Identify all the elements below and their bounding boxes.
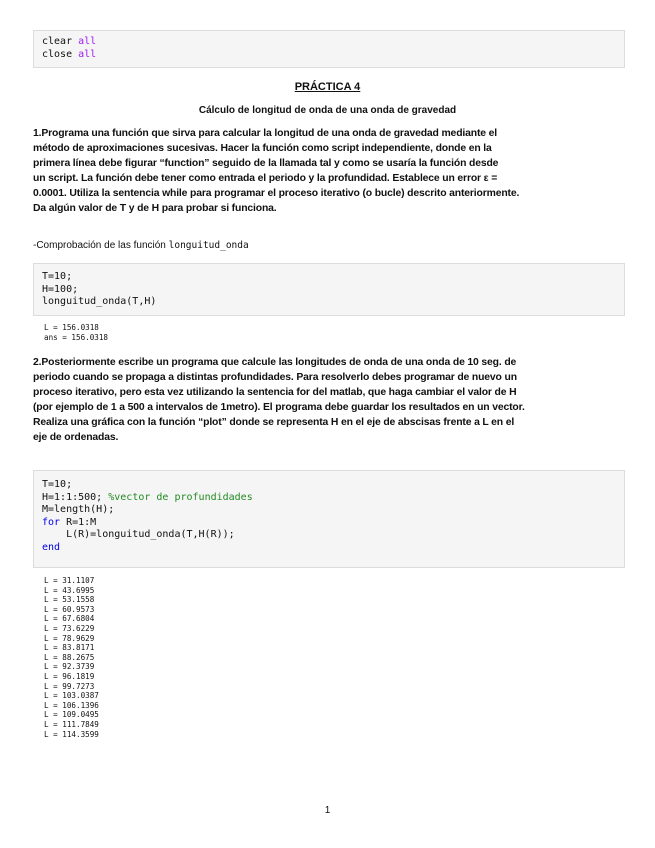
output-line: L = 83.8171 xyxy=(44,643,95,653)
paragraph-line: primera línea debe figurar “function” seguido de la llamada tal y como se usaría la función desde xyxy=(33,158,499,169)
output-line: ans = 156.0318 xyxy=(44,332,109,342)
paragraph-line: un script. La función debe tener como entrada el periodo y la profundidad. Establece un error ε = xyxy=(33,173,498,184)
paragraph-line: Realiza una gráfica con la función “plot” donde se representa H en el eje de abscisas frente a L en el xyxy=(33,417,515,428)
output-line: L = 99.7273 xyxy=(44,681,95,691)
code-comment: %vector de profundidades xyxy=(108,491,253,503)
output-line: L = 156.0318 xyxy=(44,323,99,332)
output-line: L = 106.1396 xyxy=(44,700,99,710)
output-line: L = 67.6804 xyxy=(44,614,95,624)
output-line: L = 114.3599 xyxy=(44,729,99,739)
output-line: L = 103.0387 xyxy=(44,691,99,701)
code-line: for R=1:M xyxy=(42,516,97,528)
code-line: T=10; xyxy=(42,271,73,282)
output-line: L = 111.7849 xyxy=(44,719,99,729)
check-note: -Comprobación de las función longuitud_onda xyxy=(33,240,249,251)
code-line: H=1:1:500; %vector de profundidades xyxy=(42,491,253,503)
output-line: L = 60.9573 xyxy=(44,604,95,614)
code-line: L(R)=longuitud_onda(T,H(R)); xyxy=(42,529,235,540)
output-test xyxy=(44,323,108,342)
paragraph-line: (por ejemplo de 1 a 500 a intervalos de 1metro). El programa debe guardar los resultados en un vector. xyxy=(33,402,525,413)
paragraph-line: método de aproximaciones sucesivas. Hacer la función como script independiente, donde en la xyxy=(33,143,492,154)
paragraph-line: eje de ordenadas. xyxy=(33,432,119,443)
output-line: L = 78.9629 xyxy=(44,633,95,643)
code-block-test xyxy=(33,263,625,316)
output-line: L = 73.6229 xyxy=(44,623,95,633)
code-block-loop xyxy=(33,470,625,568)
output-line: L = 88.2675 xyxy=(44,652,95,662)
code-line: clear all xyxy=(42,36,97,47)
output-line: L = 31.1107 xyxy=(44,576,95,585)
code-line: longuitud_onda(T,H) xyxy=(42,296,157,307)
code-line: H=100; xyxy=(42,283,79,295)
exercise-2-text xyxy=(33,355,625,445)
code-line: close all xyxy=(42,48,97,60)
output-line: L = 43.6995 xyxy=(44,585,95,595)
paragraph-line: proceso iterativo, pero esta vez utilizando la sentencia for del matlab, que haga cambiar el valor de H xyxy=(33,387,517,398)
output-line: L = 53.1558 xyxy=(44,595,95,605)
code-line: M=length(H); xyxy=(42,504,115,515)
output-line: L = 96.1819 xyxy=(44,671,95,681)
code-block-clear xyxy=(33,30,625,68)
code-line: T=10; xyxy=(42,479,73,490)
keyword-for: for xyxy=(42,516,61,528)
paragraph-line: 2.Posteriormente escribe un programa que calcule las longitudes de onda de una onda de 10 seg. de xyxy=(33,357,517,368)
output-loop xyxy=(44,576,99,739)
paragraph-line: periodo cuando se propaga a distintas profundidades. Para resolverlo debes programar de nuevo un xyxy=(33,372,517,383)
page-subtitle: Cálculo de longitud de onda de una onda de gravedad xyxy=(198,105,457,116)
output-line: L = 92.3739 xyxy=(44,662,95,672)
paragraph-line: 0.0001. Utiliza la sentencia while para programar el proceso iterativo (o bucle) descrito anteriormente. xyxy=(33,188,520,199)
function-name: longuitud_onda xyxy=(168,240,249,251)
paragraph-line: Da algún valor de T y de H para probar si funciona. xyxy=(33,203,277,214)
exercise-1-text xyxy=(33,126,625,216)
page-title: PRÁCTICA 4 xyxy=(294,81,361,93)
paragraph-line: 1.Programa una función que sirva para calcular la longitud de una onda de gravedad mediante el xyxy=(33,128,497,139)
output-line: L = 109.0495 xyxy=(44,710,99,720)
code-line: end xyxy=(42,541,61,553)
page-number: 1 xyxy=(324,805,331,816)
